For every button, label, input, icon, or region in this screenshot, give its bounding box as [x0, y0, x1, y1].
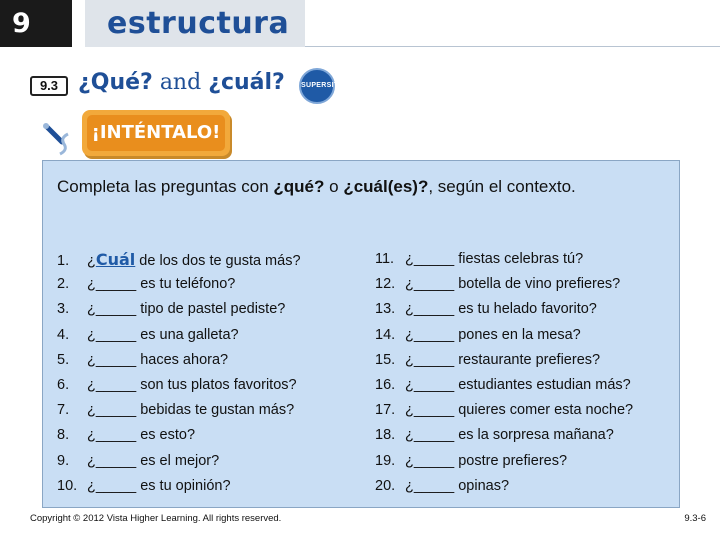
question-text: son tus platos favoritos? — [136, 376, 297, 393]
header-divider — [305, 46, 720, 47]
chapter-number-box — [0, 0, 72, 47]
question-text: quieres comer esta noche? — [454, 402, 634, 419]
question-item — [375, 474, 675, 499]
question-text: pones en la mesa? — [454, 326, 581, 343]
section-title — [78, 70, 285, 95]
answer-blank[interactable]: _____ — [413, 351, 455, 368]
answer-blank[interactable]: _____ — [413, 427, 455, 444]
question-item — [57, 373, 357, 398]
question-number: 16. — [375, 376, 396, 393]
question-number: 10. — [57, 477, 78, 494]
question-prefix: ¿ — [87, 301, 96, 318]
question-number: 6. — [57, 376, 70, 393]
question-item — [375, 297, 675, 322]
question-text: es el mejor? — [136, 452, 220, 469]
instructions-text-3: , según el contexto. — [428, 177, 576, 196]
chapter-number: 9 — [12, 8, 31, 39]
question-item — [375, 449, 675, 474]
answer-blank[interactable]: _____ — [413, 477, 455, 494]
activity-banner — [82, 110, 230, 156]
section-title-part1: ¿Qué? — [78, 70, 153, 95]
question-number: 17. — [375, 402, 396, 419]
question-prefix: ¿ — [405, 251, 414, 267]
answer-blank[interactable]: _____ — [95, 276, 137, 293]
answer-blank[interactable]: _____ — [95, 351, 137, 368]
question-item — [375, 247, 675, 272]
question-number: 9. — [57, 452, 70, 469]
question-item — [57, 423, 357, 448]
question-text: tipo de pastel pediste? — [136, 301, 286, 318]
question-number: 5. — [57, 351, 70, 368]
question-text: es la sorpresa mañana? — [454, 427, 614, 444]
answer-blank[interactable]: _____ — [95, 301, 137, 318]
question-prefix: ¿ — [87, 326, 96, 343]
question-number: 14. — [375, 326, 396, 343]
question-number: 13. — [375, 301, 396, 318]
question-number: 18. — [375, 427, 396, 444]
supersite-logo[interactable]: SUPERSITE — [299, 68, 335, 104]
section-title-part2: ¿cuál? — [208, 70, 285, 95]
question-number: 19. — [375, 452, 396, 469]
answer-blank[interactable]: _____ — [413, 452, 455, 469]
question-prefix: ¿ — [405, 427, 414, 444]
question-text: es tu opinión? — [136, 477, 231, 494]
answer-blank[interactable]: _____ — [95, 376, 137, 393]
chapter-title: estructura — [107, 6, 290, 41]
section-number-badge: 9.3 — [30, 76, 68, 96]
answer-blank[interactable]: _____ — [95, 326, 137, 343]
question-prefix: ¿ — [405, 402, 414, 419]
question-text: es esto? — [136, 427, 196, 444]
question-number: 15. — [375, 351, 396, 368]
question-item — [57, 474, 357, 499]
question-prefix: ¿ — [87, 402, 96, 419]
answer-blank[interactable]: _____ — [413, 376, 455, 393]
answer-blank[interactable]: _____ — [95, 402, 137, 419]
question-prefix: ¿ — [87, 427, 96, 444]
question-number: 4. — [57, 326, 70, 343]
question-prefix: ¿ — [87, 477, 96, 494]
copyright-notice: Copyright © 2012 Vista Higher Learning. All rights reserved. — [30, 513, 282, 524]
question-number: 20. — [375, 477, 396, 494]
activity-banner-label: ¡INTÉNTALO! — [87, 115, 225, 151]
chapter-header — [0, 0, 720, 47]
question-item — [57, 398, 357, 423]
answer-example: Cuál — [95, 250, 136, 269]
question-item — [375, 272, 675, 297]
question-text: fiestas celebras tú? — [454, 251, 584, 267]
answer-blank[interactable]: _____ — [413, 402, 455, 419]
chapter-title-box — [85, 0, 305, 47]
instructions-text-2: o — [324, 177, 344, 196]
question-item — [57, 348, 357, 373]
answer-blank[interactable]: _____ — [95, 427, 137, 444]
exercise-panel — [42, 160, 680, 508]
question-text: es tu teléfono? — [136, 276, 236, 293]
question-number: 8. — [57, 427, 70, 444]
question-text: es una galleta? — [136, 326, 239, 343]
question-text: botella de vino prefieres? — [454, 276, 621, 293]
question-text: estudiantes estudian más? — [454, 376, 631, 393]
page-reference: 9.3-6 — [684, 513, 706, 524]
question-item — [375, 373, 675, 398]
answer-blank[interactable]: _____ — [95, 477, 137, 494]
question-item — [57, 297, 357, 322]
question-number: 7. — [57, 402, 70, 419]
question-text: postre prefieres? — [454, 452, 568, 469]
question-item — [375, 423, 675, 448]
question-item — [57, 247, 357, 272]
instructions-bold-2: ¿cuál(es)? — [343, 177, 429, 196]
answer-blank[interactable]: _____ — [413, 301, 455, 318]
question-text: de los dos te gusta más? — [135, 253, 301, 269]
question-prefix: ¿ — [405, 452, 414, 469]
question-item — [57, 449, 357, 474]
question-item — [375, 348, 675, 373]
question-item — [375, 323, 675, 348]
magic-wand-icon — [40, 120, 80, 156]
question-text: es tu helado favorito? — [454, 301, 597, 318]
question-prefix: ¿ — [405, 276, 414, 293]
question-item — [375, 398, 675, 423]
question-prefix: ¿ — [87, 351, 96, 368]
question-prefix: ¿ — [87, 253, 96, 269]
instructions-bold-1: ¿qué? — [273, 177, 325, 196]
instructions — [57, 175, 647, 198]
question-text: opinas? — [454, 477, 510, 494]
answer-blank[interactable]: _____ — [95, 452, 137, 469]
question-number: 12. — [375, 276, 396, 293]
answer-blank[interactable]: _____ — [413, 276, 455, 293]
answer-blank[interactable]: _____ — [413, 251, 455, 267]
question-item — [57, 323, 357, 348]
question-number: 2. — [57, 276, 70, 293]
question-number: 11. — [375, 251, 395, 267]
question-prefix: ¿ — [87, 452, 96, 469]
questions-column-left — [57, 247, 357, 499]
question-prefix: ¿ — [405, 326, 414, 343]
question-prefix: ¿ — [405, 301, 414, 318]
question-prefix: ¿ — [405, 351, 414, 368]
question-text: haces ahora? — [136, 351, 229, 368]
question-number: 1. — [57, 253, 70, 269]
questions-column-right — [375, 247, 675, 499]
answer-blank[interactable]: _____ — [413, 326, 455, 343]
question-prefix: ¿ — [87, 276, 96, 293]
question-number: 3. — [57, 301, 70, 318]
section-title-and: and — [159, 70, 202, 95]
question-prefix: ¿ — [405, 376, 414, 393]
instructions-text-1: Completa las preguntas con — [57, 177, 274, 196]
question-prefix: ¿ — [87, 376, 96, 393]
question-prefix: ¿ — [405, 477, 414, 494]
question-item — [57, 272, 357, 297]
question-text: restaurante prefieres? — [454, 351, 601, 368]
question-text: bebidas te gustan más? — [136, 402, 295, 419]
